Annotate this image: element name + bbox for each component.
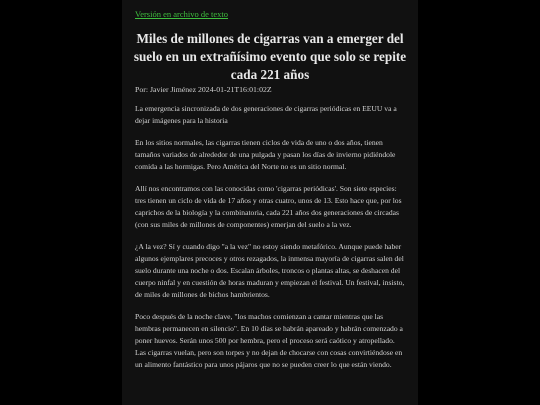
text-archive-link[interactable]: Versión en archivo de texto [135, 9, 228, 19]
article-paragraph: En los sitios normales, las cigarras tienen ciclos de vida de uno o dos años, tienen tamaños variados de alrededor de una pulgada y pasan los días de invierno pidiéndole comida a las hormigas. Pero América del Norte no es un sitio normal. [135, 138, 396, 171]
article-byline: Por: Javier Jiménez 2024-01-21T16:01:02Z [135, 85, 272, 94]
article-body [135, 103, 407, 381]
article-paragraph: La emergencia sincronizada de dos generaciones de cigarras periódicas en EEUU va a dejar imágenes para la historia [135, 104, 397, 125]
article-paragraph: ¿A la vez? Sí y cuando digo "a la vez" no estoy siendo metafórico. Aunque puede haber algunos ejemplares precoces y otros rezagados, la inmensa mayoría de cigarras salen del suelo durante una noche o dos. Escalan árboles, troncos o plantas altas, se deshacen del cuerpo ninfal y en cuestión de horas maduran y empiezan el festival. Un festival, insisto, de miles de millones de bichos hambrientos. [135, 242, 405, 299]
article-paragraph: Allí nos encontramos con las conocidas como 'cigarras periódicas'. Son siete especies: tres tienen un ciclo de vida de 17 años y otras cuatro, unos de 13. Esto hace que, por los caprichos de la biología y la combinatoria, cada 221 años dos generaciones de circadas (con sus miles de millones de componentes) emerjan del suelo a la vez. [135, 184, 402, 229]
article-title: Miles de millones de cigarras van a emerger del suelo en un extrañísimo evento que solo se repite cada 221 años [133, 31, 407, 82]
article-page [122, 0, 418, 405]
article-paragraph: Poco después de la noche clave, "los machos comienzan a cantar mientras que las hembras permanecen en silencio". En 10 días se habrán apareado y habrán comenzado a poner huevos. Serán unos 500 por hembra, pero el proceso será caótico y atropellado. Las cigarras vuelan, pero son torpes y no dejan de chocarse con cosas convirtiéndose en un alimento fantástico para unos pájaros que no se pueden creer lo que están viendo. [135, 312, 403, 369]
